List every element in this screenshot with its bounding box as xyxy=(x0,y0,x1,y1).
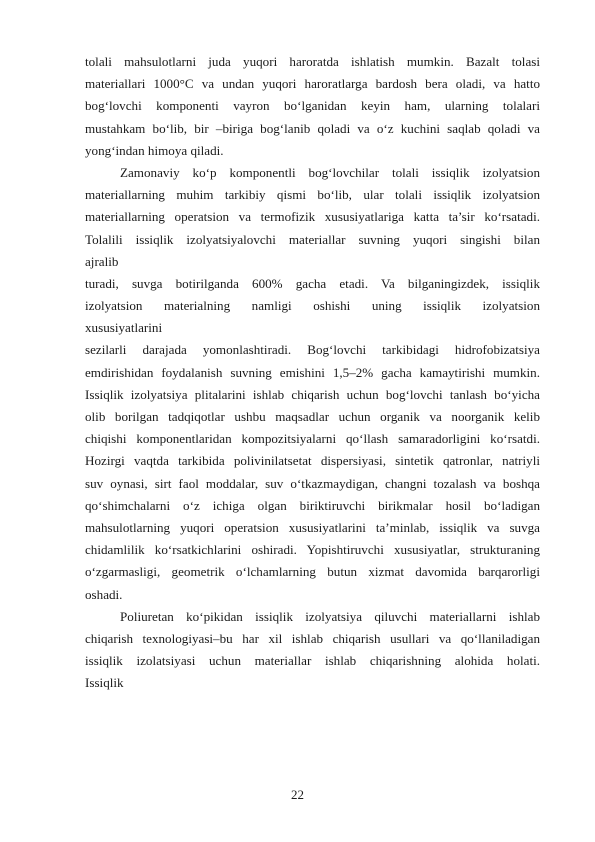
text-line: olib borilgan tadqiqotlar ushbu maqsadlar uchun organik va noorganik kelib xyxy=(85,409,540,424)
text-line: sezilarli darajada yomonlashtiradi. Bogʻlovchi tarkibidagi hidrofobizatsiya xyxy=(85,342,540,358)
text-line: materiallarning muhim tarkibiy qismi boʻlib, ular tolali issiqlik izolyatsion xyxy=(85,187,540,203)
text-line: mahsulotlarning yuqori operatsion xususiyatlarini ta’minlab, issiqlik va suvga xyxy=(85,519,540,535)
text-line: oshadi. xyxy=(85,586,123,602)
text-line: materiallarning operatsion va termofizik xususiyatlariga katta ta’sir koʻrsatadi. xyxy=(85,209,540,225)
text-line: izolyatsion materialning namligi oshishi uning issiqlik izolyatsion xyxy=(85,298,540,314)
text-line: chiqishi komponentlaridan kompozitsiyalarni qoʻllash samaradorligini koʻrsatdi. xyxy=(85,431,540,447)
paragraph-first-line: Poliuretan koʻpikidan issiqlik izolyatsiya qiluvchi materiallarni ishlab xyxy=(120,608,540,624)
text-line: Tolalili issiqlik izolyatsiyalovchi materiallar suvning yuqori singishi bilan xyxy=(85,231,540,247)
text-line: tolali mahsulotlarni juda yuqori haroratda ishlatish mumkin. Bazalt tolasi xyxy=(85,54,540,69)
text-line: emdirishidan foydalanish suvning emishini 1,5–2% gacha kamaytirishi mumkin. xyxy=(85,364,540,380)
page-number: 22 xyxy=(291,787,304,802)
text-line: xususiyatlarini xyxy=(85,320,163,336)
text-line: Issiqlik izolyatsiya plitalarini ishlab chiqarish uchun bogʻlovchi tanlash boʻyicha xyxy=(85,386,540,402)
paragraph-first-line: Zamonaviy koʻp komponentli bogʻlovchilar tolali issiqlik izolyatsion xyxy=(120,164,540,180)
text-line: turadi, suvga botirilganda 600% gacha etadi. Va bilganingizdek, issiqlik xyxy=(85,275,540,291)
text-line: qoʻshimchalarni oʻz ichiga olgan biriktiruvchi birikmalar hosil boʻladigan xyxy=(85,497,540,513)
text-line: Issiqlik xyxy=(85,675,124,691)
text-line: yongʻindan himoya qiladi. xyxy=(85,142,224,158)
text-line: Hozirgi vaqtda tarkibida polivinilatsetat dispersiyasi, sintetik qatronlar, natriyli xyxy=(85,453,540,469)
text-line: bogʻlovchi komponenti vayron boʻlganidan keyin ham, ularning tolalari xyxy=(85,98,540,114)
text-line: oʻzgarmasligi, geometrik oʻlchamlarning butun xizmat davomida barqarorligi xyxy=(85,564,540,580)
text-line: chiqarish texnologiyasi–bu har xil ishlab chiqarish usullari va qoʻllaniladigan xyxy=(85,630,540,646)
text-line: ajralib xyxy=(85,253,119,269)
document-page-body xyxy=(85,51,540,694)
text-line: chidamlilik koʻrsatkichlarini oshiradi. Yopishtiruvchi xususiyatlar, strukturaning xyxy=(85,542,540,558)
text-line: mustahkam boʻlib, bir –biriga bogʻlanib qoladi va oʻz kuchini saqlab qoladi va xyxy=(85,120,540,136)
text-line: materiallari 1000°C va undan yuqori haroratlarga bardosh bera oladi, va hatto xyxy=(85,76,540,92)
text-line: issiqlik izolatsiyasi uchun materiallar ishlab chiqarishning alohida holati. xyxy=(85,653,540,669)
text-line: suv oynasi, sirt faol moddalar, suv oʻtkazmaydigan, changni tozalash va boshqa xyxy=(85,475,540,491)
